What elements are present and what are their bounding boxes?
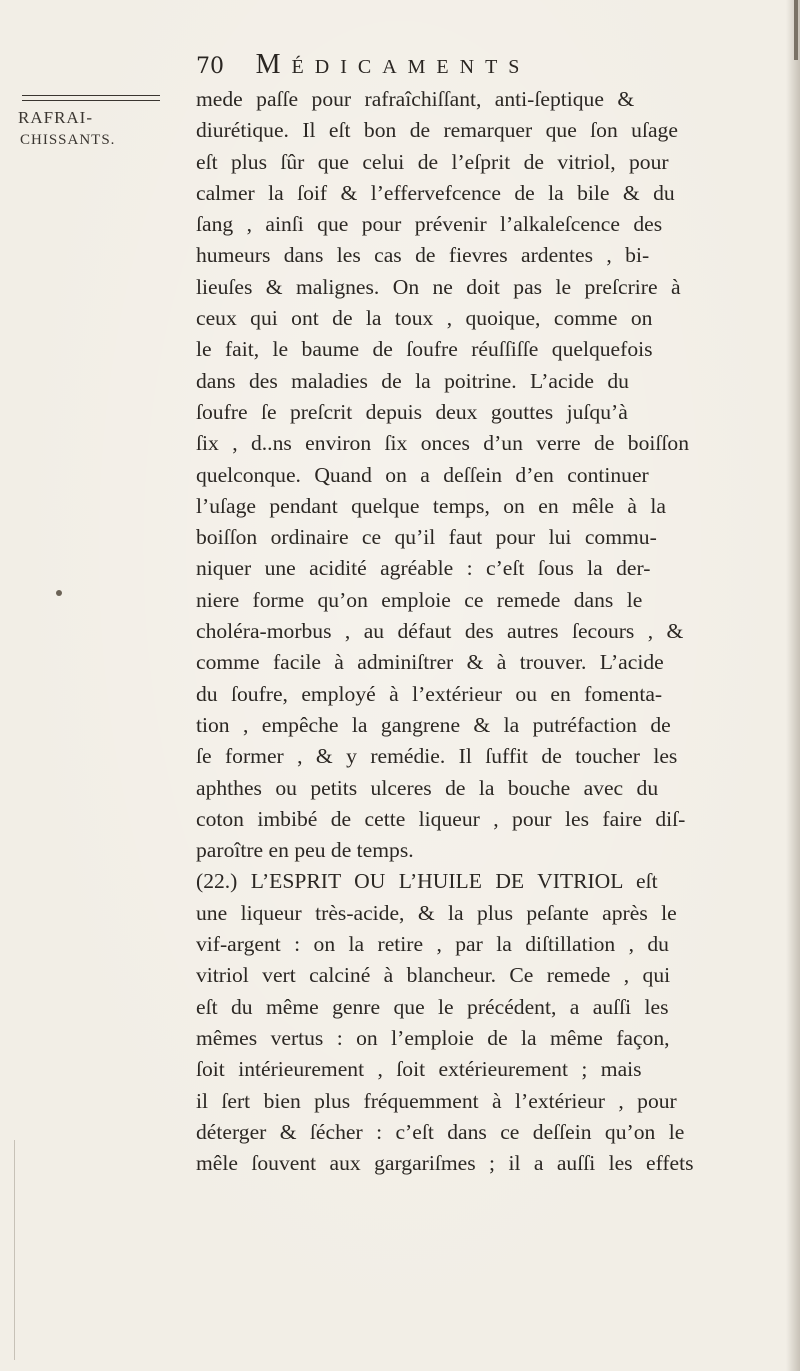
text-line: eſt plus ſûr que celui de l’eſprit de vitriol, pour	[196, 149, 669, 174]
text-line: l’uſage pendant quelque temps, on en mêle à la	[196, 493, 666, 518]
text-line: quelconque. Quand on a deſſein d’en continuer	[196, 462, 649, 487]
text-line: diurétique. Il eſt bon de remarquer que ſon uſage	[196, 118, 678, 143]
text-line: ſe former , & y remédie. Il ſuffit de toucher les	[196, 744, 678, 769]
text-line: une liqueur très-acide, & la plus peſante après le	[196, 900, 677, 925]
text-line: choléra-morbus , au défaut des autres ſecours , &	[196, 619, 684, 644]
margin-double-rule	[22, 95, 160, 101]
text-line: lieuſes & malignes. On ne doit pas le preſcrire à	[196, 274, 681, 299]
text-line: mêle ſouvent aux gargariſmes ; il a auſſi les effets	[196, 1151, 694, 1176]
text-line: mêmes vertus : on l’emploie de la même façon,	[196, 1025, 670, 1050]
margin-note-line-1: RAFRAI-	[18, 108, 94, 127]
running-title: Médicaments	[255, 49, 531, 80]
text-line: ſoit intérieurement , ſoit extérieurement ; mais	[196, 1057, 642, 1082]
text-line: il ſert bien plus fréquemment à l’extérieur , pour	[196, 1088, 677, 1113]
text-line: dans des maladies de la poitrine. L’acide du	[196, 368, 629, 393]
text-line: ſix , d..ns environ ſix onces d’un verre de boiſſon	[196, 431, 689, 456]
text-line: vitriol vert calciné à blancheur. Ce remede , qui	[196, 963, 671, 988]
text-line: comme facile à adminiſtrer & à trouver. L’acide	[196, 650, 664, 675]
text-line: niere forme qu’on emploie ce remede dans le	[196, 587, 643, 612]
text-line: ſang , ainſi que pour prévenir l’alkaleſcence des	[196, 212, 663, 237]
text-line: boiſſon ordinaire ce qu’il faut pour lui commu-	[196, 525, 657, 550]
page-number: 70	[196, 54, 224, 79]
text-line: niquer une acidité agréable : c’eſt ſous la der-	[196, 556, 651, 581]
text-line: vif-argent : on la retire , par la diſtillation , du	[196, 932, 669, 957]
text-line: le fait, le baume de ſoufre réuſſiſſe quelquefois	[196, 337, 653, 362]
text-line: mede paſſe pour rafraîchiſſant, anti-ſeptique &	[196, 87, 635, 111]
text-line: tion , empêche la gangrene & la putréfaction de	[196, 712, 671, 737]
page-edge-shadow	[786, 0, 800, 1371]
text-line: eſt du même genre que le précédent, a auſſi les	[196, 994, 669, 1019]
text-line: humeurs dans les cas de fievres ardentes , bi-	[196, 243, 650, 268]
text-line: coton imbibé de cette liqueur , pour les faire diſ-	[196, 806, 686, 831]
left-margin-rule	[14, 1140, 15, 1360]
text-line: paroître en peu de temps.	[196, 838, 414, 863]
body-text	[196, 84, 771, 1179]
margin-note-line-2: CHISSANTS.	[20, 132, 116, 148]
ink-spot	[56, 590, 62, 596]
text-line: ſoufre ſe preſcrit depuis deux gouttes juſqu’à	[196, 399, 628, 424]
page-header	[196, 48, 776, 82]
text-line: (22.) L’ESPRIT OU L’HUILE DE VITRIOL eſt	[196, 869, 658, 894]
text-line: ceux qui ont de la toux , quoique, comme on	[196, 306, 653, 331]
text-line: aphthes ou petits ulceres de la bouche avec du	[196, 775, 659, 800]
text-line: déterger & ſécher : c’eſt dans ce deſſein qu’on le	[196, 1119, 685, 1144]
margin-note	[16, 107, 176, 151]
text-line: du ſoufre, employé à l’extérieur ou en fomenta-	[196, 681, 663, 706]
text-line: calmer la ſoif & l’effervefcence de la bile & du	[196, 180, 675, 205]
page-edge-mark	[794, 0, 798, 60]
